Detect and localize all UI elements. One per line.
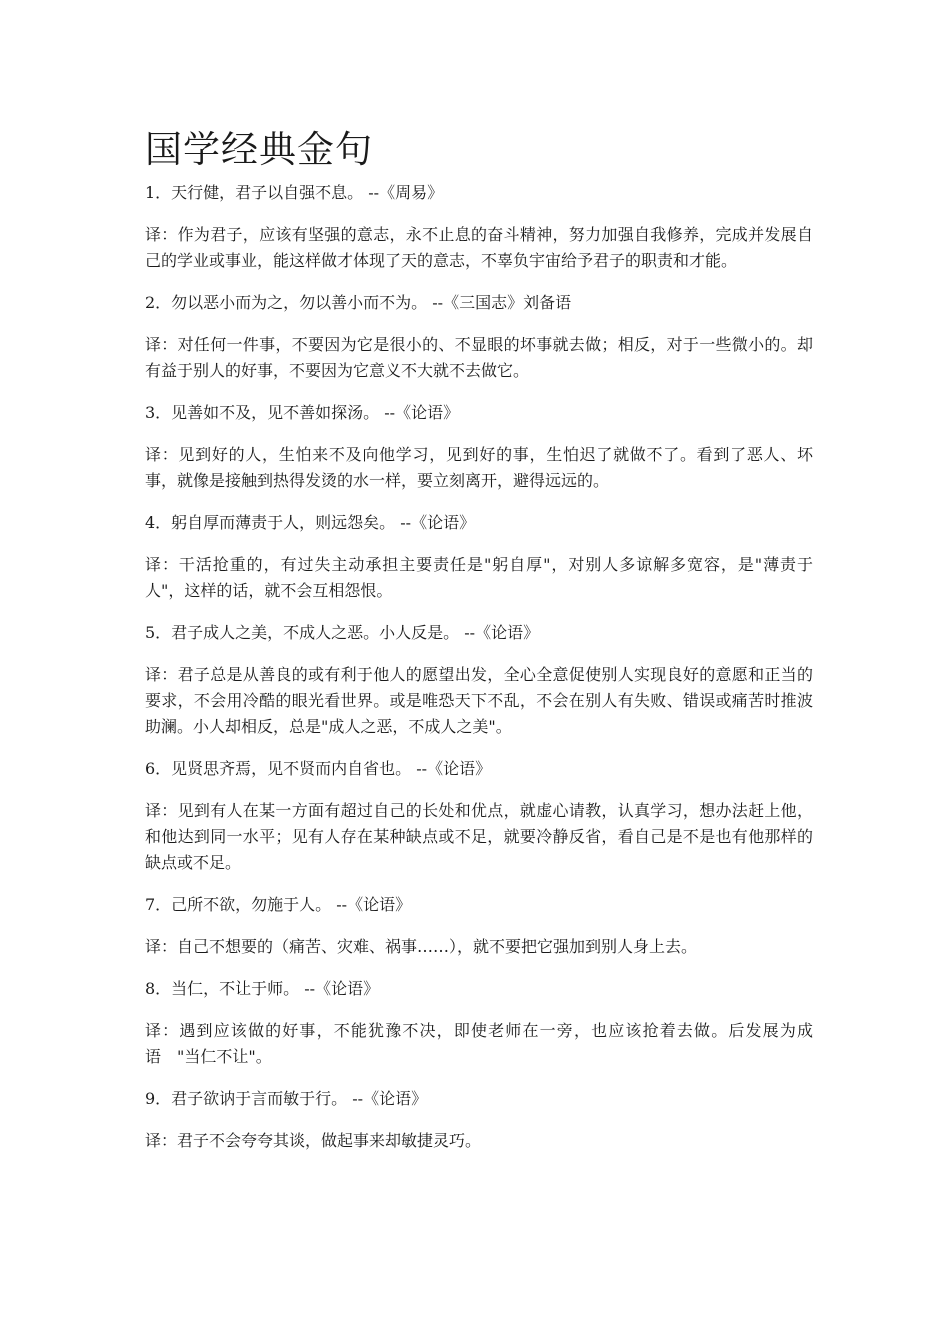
entry-translation: 译：遇到应该做的好事，不能犹豫不决，即使老师在一旁，也应该抢着去做。后发展为成语 "当仁不让"。 xyxy=(145,1021,813,1066)
entry-quote: 2．勿以恶小而为之，勿以善小而不为。 --《三国志》刘备语 xyxy=(145,293,572,312)
document-title: 国学经典金句 xyxy=(145,128,373,171)
entry-9 xyxy=(145,1086,813,1154)
entry-translation: 译：作为君子，应该有坚强的意志，永不止息的奋斗精神，努力加强自我修养，完成并发展自己的学业或事业，能这样做才体现了天的意志，不辜负宇宙给予君子的职责和才能。 xyxy=(145,225,813,270)
entry-6 xyxy=(145,756,813,876)
entry-5 xyxy=(145,620,813,740)
entry-quote: 3．见善如不及，见不善如探汤。 --《论语》 xyxy=(145,403,460,422)
entry-translation: 译：君子不会夸夸其谈，做起事来却敏捷灵巧。 xyxy=(145,1131,482,1150)
entry-quote: 1．天行健，君子以自强不息。 --《周易》 xyxy=(145,183,444,202)
entry-quote: 7．己所不欲，勿施于人。 --《论语》 xyxy=(145,895,412,914)
entry-translation: 译：自己不想要的（痛苦、灾难、祸事……），就不要把它强加到别人身上去。 xyxy=(145,937,698,956)
entry-translation: 译：干活抢重的，有过失主动承担主要责任是"躬自厚"，对别人多谅解多宽容，是"薄责于人"，这样的话，就不会互相怨恨。 xyxy=(145,555,813,600)
entry-1 xyxy=(145,180,813,274)
entry-translation: 译：见到好的人，生怕来不及向他学习，见到好的事，生怕迟了就做不了。看到了恶人、坏事，就像是接触到热得发烫的水一样，要立刻离开，避得远远的。 xyxy=(145,445,813,490)
document-page xyxy=(145,126,813,1154)
entry-quote: 9．君子欲讷于言而敏于行。 --《论语》 xyxy=(145,1089,428,1108)
entry-translation: 译：见到有人在某一方面有超过自己的长处和优点，就虚心请教，认真学习，想办法赶上他，和他达到同一水平；见有人存在某种缺点或不足，就要冷静反省，看自己是不是也有他那样的缺点或不足。 xyxy=(145,801,813,872)
entry-4 xyxy=(145,510,813,604)
entry-quote: 8．当仁，不让于师。 --《论语》 xyxy=(145,979,380,998)
entry-8 xyxy=(145,976,813,1070)
entry-translation: 译：君子总是从善良的或有利于他人的愿望出发，全心全意促使别人实现良好的意愿和正当的要求，不会用冷酷的眼光看世界。或是唯恐天下不乱，不会在别人有失败、错误或痛苦时推波助澜。小人却相反，总是"成人之恶，不成人之美"。 xyxy=(145,665,813,736)
entry-7 xyxy=(145,892,813,960)
entry-quote: 4．躬自厚而薄责于人，则远怨矣。 --《论语》 xyxy=(145,513,476,532)
entry-quote: 5．君子成人之美，不成人之恶。小人反是。 --《论语》 xyxy=(145,623,540,642)
entry-3 xyxy=(145,400,813,494)
entry-2 xyxy=(145,290,813,384)
entry-quote: 6．见贤思齐焉，见不贤而内自省也。 --《论语》 xyxy=(145,759,492,778)
entry-translation: 译：对任何一件事，不要因为它是很小的、不显眼的坏事就去做；相反，对于一些微小的。却有益于别人的好事，不要因为它意义不大就不去做它。 xyxy=(145,335,813,380)
